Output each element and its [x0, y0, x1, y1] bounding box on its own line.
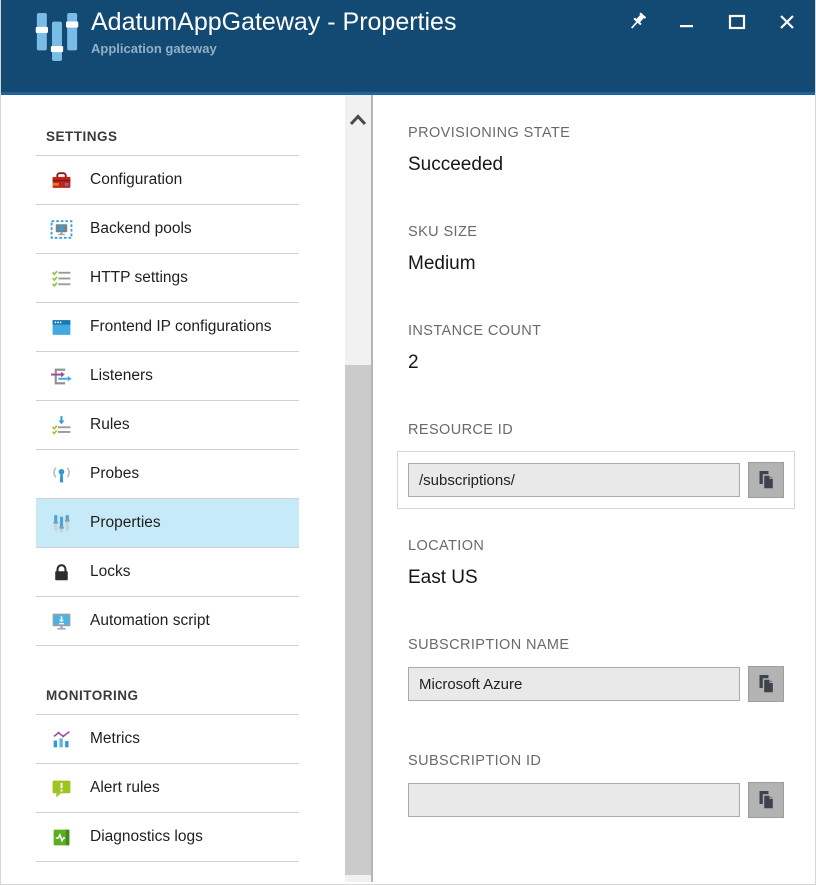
- field-label: INSTANCE COUNT: [408, 323, 542, 339]
- field-subscription-name: [408, 637, 795, 702]
- window-controls: [625, 10, 799, 34]
- lock-icon: [50, 561, 73, 584]
- sidebar-item-label: Metrics: [90, 730, 140, 747]
- maximize-icon: [726, 11, 748, 33]
- pin-icon: [625, 10, 649, 34]
- close-button[interactable]: [775, 10, 799, 34]
- frontend-ip-icon: [50, 316, 73, 339]
- field-label: SKU SIZE: [408, 224, 478, 240]
- field-instance-count: [408, 323, 795, 374]
- sidebar-item-label: Configuration: [90, 171, 183, 188]
- sidebar-item-rules[interactable]: [36, 401, 299, 450]
- field-location: [408, 538, 795, 589]
- sidebar-item-frontend-ip-configurations[interactable]: [36, 303, 299, 352]
- sidebar-item-locks[interactable]: [36, 548, 299, 597]
- sidebar-item-alert-rules[interactable]: [36, 764, 299, 813]
- scrollbar-thumb[interactable]: [345, 365, 371, 875]
- resource-id-box: [397, 451, 795, 509]
- sidebar-item-label: Probes: [90, 465, 140, 482]
- subscription-name-input[interactable]: [408, 667, 740, 701]
- field-label: PROVISIONING STATE: [408, 125, 571, 141]
- resource-id-input[interactable]: [408, 463, 740, 497]
- metrics-icon: [50, 728, 73, 751]
- sidebar-item-properties[interactable]: [36, 499, 299, 548]
- settings-sidebar: [1, 95, 373, 882]
- diagnostics-logs-icon: [50, 826, 73, 849]
- sidebar-item-configuration[interactable]: [36, 156, 299, 205]
- field-value: East US: [408, 567, 478, 588]
- sidebar-item-automation-script[interactable]: [36, 597, 299, 646]
- sidebar-item-label: Alert rules: [90, 779, 160, 796]
- field-label: SUBSCRIPTION ID: [408, 753, 542, 769]
- sidebar-item-label: HTTP settings: [90, 269, 188, 286]
- field-value: Medium: [408, 253, 476, 274]
- copy-button[interactable]: [748, 666, 784, 702]
- field-label: LOCATION: [408, 538, 485, 554]
- scroll-up-button[interactable]: [345, 107, 371, 133]
- sidebar-item-listeners[interactable]: [36, 352, 299, 401]
- chevron-up-icon: [349, 113, 367, 127]
- page-subtitle: Application gateway: [91, 41, 217, 56]
- sidebar-item-label: Properties: [90, 514, 161, 531]
- field-provisioning-state: [408, 125, 795, 176]
- properties-panel: [373, 95, 815, 882]
- http-settings-icon: [50, 267, 73, 290]
- backend-pools-icon: [50, 218, 73, 241]
- page-title: AdatumAppGateway - Properties: [91, 8, 457, 36]
- blade-header: [1, 0, 815, 95]
- copy-icon: [756, 469, 776, 491]
- probes-icon: [50, 463, 73, 486]
- rules-icon: [50, 414, 73, 437]
- sidebar-item-label: Backend pools: [90, 220, 192, 237]
- field-sku-size: [408, 224, 795, 275]
- minimize-icon: [676, 11, 698, 33]
- settings-list: [36, 155, 299, 646]
- sliders-icon: [50, 512, 73, 535]
- sidebar-item-label: Listeners: [90, 367, 153, 384]
- monitoring-list: [36, 714, 299, 862]
- automation-script-icon: [50, 610, 73, 633]
- minimize-button[interactable]: [675, 10, 699, 34]
- sidebar-item-label: Diagnostics logs: [90, 828, 203, 845]
- sidebar-item-label: Automation script: [90, 612, 210, 629]
- listeners-icon: [50, 365, 73, 388]
- field-value: Succeeded: [408, 154, 504, 175]
- sidebar-item-http-settings[interactable]: [36, 254, 299, 303]
- field-label: RESOURCE ID: [408, 422, 514, 438]
- sidebar-item-backend-pools[interactable]: [36, 205, 299, 254]
- copy-button[interactable]: [748, 462, 784, 498]
- sidebar-item-diagnostics-logs[interactable]: [36, 813, 299, 862]
- sidebar-item-metrics[interactable]: [36, 715, 299, 764]
- pin-button[interactable]: [625, 10, 649, 34]
- section-heading-monitoring: MONITORING: [46, 688, 139, 703]
- section-heading-settings: SETTINGS: [46, 129, 118, 144]
- field-resource-id: [408, 422, 795, 509]
- toolbox-icon: [50, 169, 73, 192]
- close-icon: [776, 11, 798, 33]
- maximize-button[interactable]: [725, 10, 749, 34]
- application-gateway-logo-icon: [34, 11, 80, 63]
- field-subscription-id: [408, 753, 795, 818]
- sidebar-item-probes[interactable]: [36, 450, 299, 499]
- copy-icon: [756, 673, 776, 695]
- copy-icon: [756, 789, 776, 811]
- field-label: SUBSCRIPTION NAME: [408, 637, 570, 653]
- sidebar-item-label: Frontend IP configurations: [90, 318, 272, 335]
- sidebar-item-label: Rules: [90, 416, 130, 433]
- field-value: 2: [408, 352, 419, 373]
- sidebar-item-label: Locks: [90, 563, 131, 580]
- subscription-id-input[interactable]: [408, 783, 740, 817]
- copy-button[interactable]: [748, 782, 784, 818]
- alert-rules-icon: [50, 777, 73, 800]
- sidebar-scrollbar[interactable]: [345, 95, 371, 882]
